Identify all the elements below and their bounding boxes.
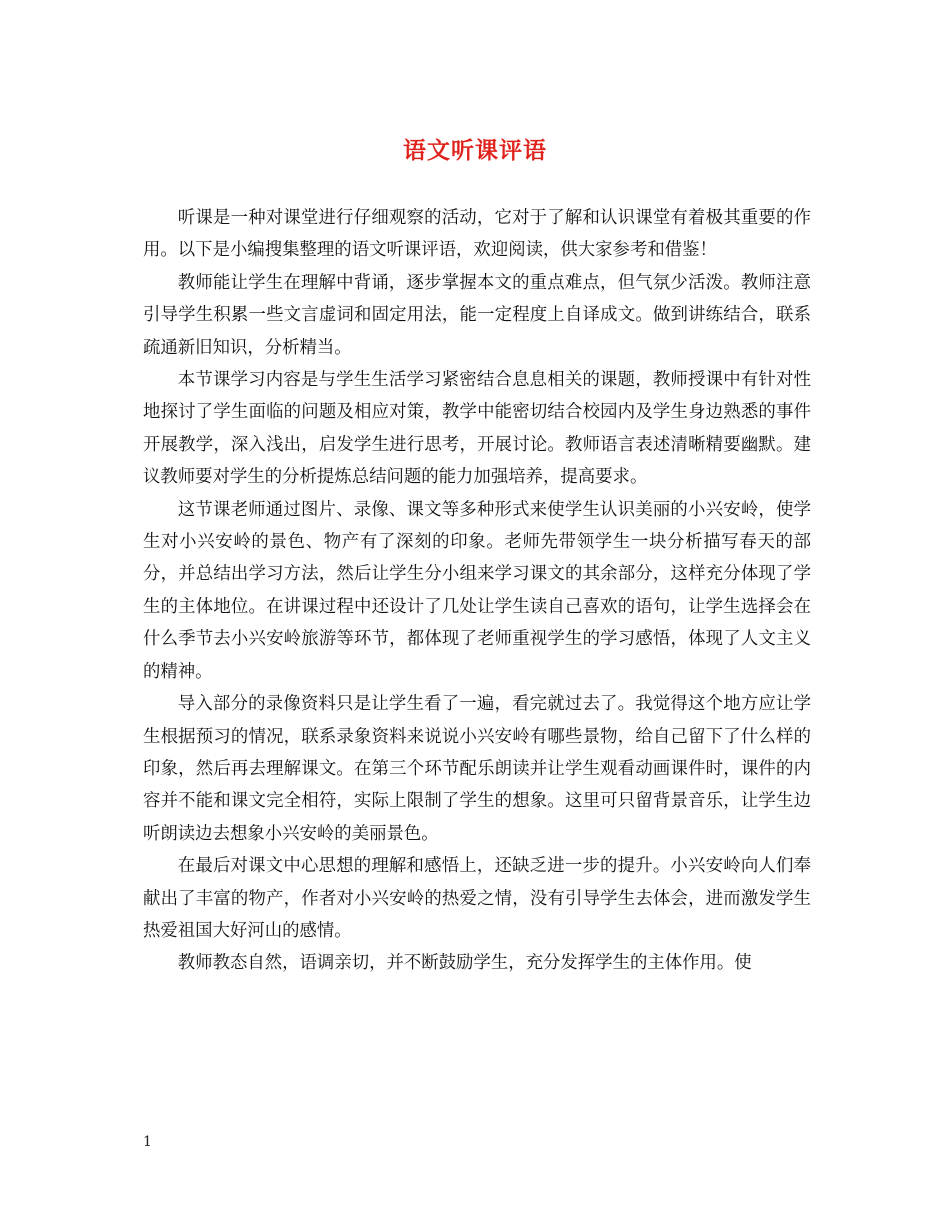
document-body xyxy=(143,202,811,980)
page-title: 语文听课评语 xyxy=(403,137,547,164)
page-number: 1 xyxy=(143,1134,152,1150)
paragraph: 在最后对课文中心思想的理解和感悟上，还缺乏进一步的提升。小兴安岭向人们奉献出了丰富的物产，作者对小兴安岭的热爱之情，没有引导学生去体会，进而激发学生热爱祖国大好河山的感情。 xyxy=(143,856,811,941)
paragraph: 教师教态自然，语调亲切，并不断鼓励学生，充分发挥学生的主体作用。使 xyxy=(177,953,752,974)
paragraph: 教师能让学生在理解中背诵，逐步掌握本文的重点难点，但气氛少活泼。教师注意引导学生积累一些文言虚词和固定用法，能一定程度上自译成文。做到讲练结合，联系疏通新旧知识，分析精当。 xyxy=(143,272,811,358)
paragraph: 本节课学习内容是与学生生活学习紧密结合息息相关的课题，教师授课中有针对性地探讨了学生面临的问题及相应对策，教学中能密切结合校园内及学生身边熟悉的事件开展教学，深入浅出，启发学生进行思考，开展讨论。教师语言表述清晰精要幽默。建议教师要对学生的分析提炼总结问题的能力加强培养，提高要求。 xyxy=(143,370,811,488)
paragraph: 听课是一种对课堂进行仔细观察的活动，它对于了解和认识课堂有着极其重要的作用。以下是小编搜集整理的语文听课评语，欢迎阅读，供大家参考和借鉴！ xyxy=(143,208,811,261)
paragraph: 这节课老师通过图片、录像、课文等多种形式来使学生认识美丽的小兴安岭，使学生对小兴安岭的景色、物产有了深刻的印象。老师先带领学生一块分析描写春天的部分，并总结出学习方法，然后让学生分小组来学习课文的其余部分，这样充分体现了学生的主体地位。在讲课过程中还设计了几处让学生读自己喜欢的语句，让学生选择会在什么季节去小兴安岭旅游等环节，都体现了老师重视学生的学习感悟，体现了人文主义的精神。 xyxy=(143,499,811,682)
paragraph: 导入部分的录像资料只是让学生看了一遍，看完就过去了。我觉得这个地方应让学生根据预习的情况，联系录象资料来说说小兴安岭有哪些景物，给自己留下了什么样的印象，然后再去理解课文。在第三个环节配乐朗读并让学生观看动画课件时，课件的内容并不能和课文完全相符，实际上限制了学生的想象。这里可只留背景音乐，让学生边听朗读边去想象小兴安岭的美丽景色。 xyxy=(143,694,811,844)
